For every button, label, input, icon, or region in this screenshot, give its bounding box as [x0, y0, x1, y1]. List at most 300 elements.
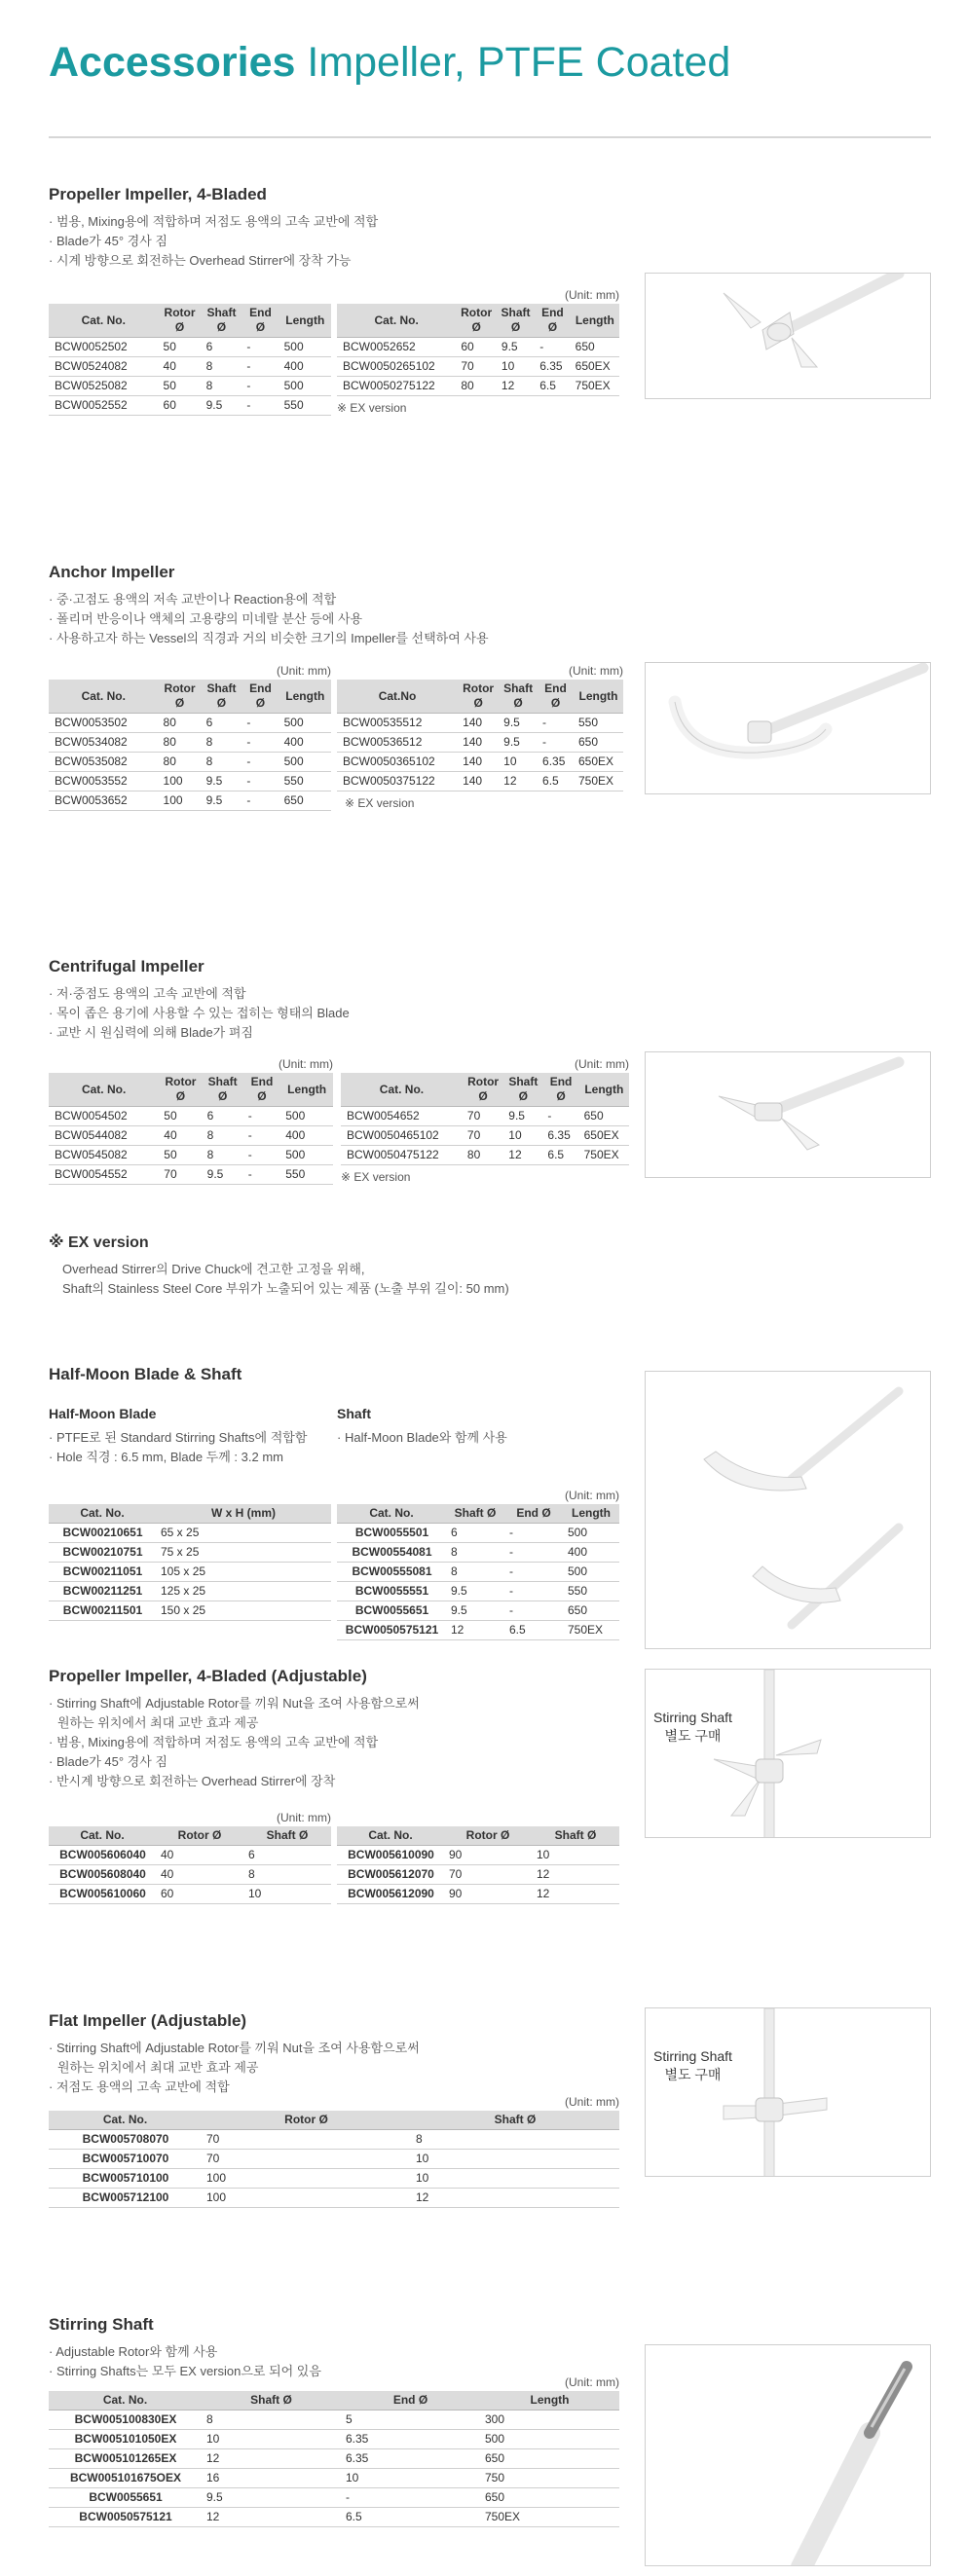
table-cell: 8 [243, 1865, 331, 1885]
bullet-list [49, 212, 931, 271]
table-cell: 12 [202, 2508, 341, 2527]
unit-label: (Unit: mm) [277, 1811, 331, 1824]
table-cell: 500 [563, 1524, 619, 1543]
table-cell: 70 [202, 2130, 411, 2150]
table-cell: 650EX [574, 753, 623, 772]
table-cell: 6.5 [504, 1621, 563, 1640]
table-cell: 140 [458, 753, 499, 772]
column-header: End Ø [341, 2391, 480, 2410]
cat-no-cell: BCW0050465102 [341, 1126, 463, 1146]
column-header: Rotor Ø [444, 1826, 532, 1846]
cat-no-cell: BCW005612090 [337, 1885, 444, 1904]
table-cell: 10 [243, 1885, 331, 1904]
sub-title: Half-Moon Blade [49, 1406, 157, 1421]
table-cell: 60 [159, 396, 202, 416]
cat-no-cell: BCW00535512 [337, 714, 458, 733]
section-anchor [49, 563, 931, 648]
column-header: Shaft Ø [202, 680, 242, 714]
cat-no-cell: BCW0050575121 [49, 2508, 202, 2527]
table-cell: 550 [280, 1165, 333, 1185]
table-cell: 6 [203, 1107, 243, 1126]
column-header: Cat. No. [49, 2391, 202, 2410]
table-cell: 9.5 [202, 772, 242, 791]
table-row [337, 357, 619, 377]
cat-no-cell: BCW0544082 [49, 1126, 159, 1146]
column-header: End Ø [504, 1504, 563, 1524]
cat-no-cell: BCW0050375122 [337, 772, 458, 791]
table-cell: - [242, 338, 279, 357]
table-cell: 10 [411, 2169, 619, 2189]
table-row [49, 1885, 331, 1904]
table-cell: 140 [458, 733, 499, 753]
table-header-row [49, 1073, 333, 1107]
table-cell: - [243, 1146, 281, 1165]
table-cell: 400 [280, 1126, 333, 1146]
halfmoon-shaft-table [337, 1487, 619, 1640]
table-row [337, 733, 623, 753]
column-header: Length [279, 304, 331, 338]
table-row [337, 1563, 619, 1582]
halfmoon-shaft-block [337, 1406, 619, 1448]
column-header: Shaft Ø [203, 1073, 243, 1107]
column-header: Rotor Ø [463, 1073, 503, 1107]
cat-no-cell: BCW0052502 [49, 338, 159, 357]
table-row [49, 714, 331, 733]
table-row [337, 1885, 619, 1904]
cat-no-cell: BCW0525082 [49, 377, 159, 396]
table-cell: 60 [456, 338, 497, 357]
table-cell: 6.5 [535, 377, 570, 396]
column-header: Rotor Ø [159, 304, 202, 338]
cat-no-cell: BCW005710100 [49, 2169, 202, 2189]
table-cell: 500 [563, 1563, 619, 1582]
table-cell: - [242, 753, 279, 772]
column-header: Rotor Ø [156, 1826, 243, 1846]
table-row [49, 2150, 619, 2169]
photo-label-shaft: Stirring Shaft [653, 2048, 732, 2064]
table-cell: 550 [574, 714, 623, 733]
table-cell: 750EX [571, 377, 619, 396]
table-header-row [49, 1826, 331, 1846]
bullet-list [49, 1428, 331, 1467]
table-cell: 40 [156, 1865, 243, 1885]
bullet-item: · 중·고점도 용액의 저속 교반이나 Reaction용에 적합 [49, 590, 931, 609]
table-row [49, 2410, 619, 2430]
table-cell: 50 [159, 338, 202, 357]
centrifugal-table-left [49, 1055, 333, 1185]
table-row [337, 1543, 619, 1563]
table-header-row [49, 2391, 619, 2410]
table-cell: 8 [203, 1146, 243, 1165]
table-row [337, 753, 623, 772]
table-cell: 650EX [579, 1126, 629, 1146]
table-row [49, 1846, 331, 1865]
cat-no-cell: BCW005101050EX [49, 2430, 202, 2449]
table-cell: 12 [411, 2189, 619, 2208]
table-cell: 500 [279, 377, 331, 396]
column-header: W x H (mm) [156, 1504, 331, 1524]
unit-label: (Unit: mm) [277, 664, 331, 678]
table-cell: 60 [156, 1885, 243, 1904]
section-title: Centrifugal Impeller [49, 957, 204, 975]
table-cell: 650 [480, 2488, 619, 2508]
table-row [49, 1126, 333, 1146]
table-row [49, 1601, 331, 1621]
table-row [49, 1107, 333, 1126]
table-cell: 10 [499, 753, 538, 772]
column-header: Shaft Ø [202, 304, 242, 338]
table-row [49, 396, 331, 416]
table-cell: 10 [411, 2150, 619, 2169]
cat-no-cell: BCW0055501 [337, 1524, 446, 1543]
cat-no-cell: BCW0535082 [49, 753, 159, 772]
column-header: Rotor Ø [458, 680, 499, 714]
bullet-item: · Stirring Shafts는 모두 EX version으로 되어 있음 [49, 2362, 931, 2381]
table-cell: - [504, 1543, 563, 1563]
table-cell: - [243, 1126, 281, 1146]
column-header: Cat. No. [49, 1826, 156, 1846]
table-row [49, 753, 331, 772]
table-cell: 550 [279, 772, 331, 791]
table-cell: 6.5 [542, 1146, 578, 1165]
cat-no-cell: BCW0055551 [337, 1582, 446, 1601]
table-row [341, 1146, 629, 1165]
table-cell: 750EX [574, 772, 623, 791]
table-cell: 8 [202, 753, 242, 772]
table-cell: 650 [563, 1601, 619, 1621]
cat-no-cell: BCW0054652 [341, 1107, 463, 1126]
propeller-impeller-photo [645, 273, 931, 399]
table-cell: 6 [202, 338, 242, 357]
bullet-item: · PTFE로 된 Standard Stirring Shafts에 적합함 [49, 1428, 331, 1448]
table-cell: - [535, 338, 570, 357]
cat-no-cell: BCW0052552 [49, 396, 159, 416]
cat-no-cell: BCW0053502 [49, 714, 159, 733]
table-row [337, 1524, 619, 1543]
table-cell: 70 [202, 2150, 411, 2169]
bullet-list [337, 1428, 619, 1448]
column-header: Length [280, 1073, 333, 1107]
table-cell: 500 [280, 1146, 333, 1165]
table-cell: 400 [279, 733, 331, 753]
table-cell: 750EX [480, 2508, 619, 2527]
stirring-shaft-photo [645, 2344, 931, 2566]
column-header: Shaft Ø [532, 1826, 619, 1846]
table-header-row [337, 1826, 619, 1846]
cat-no-cell: BCW005712100 [49, 2189, 202, 2208]
column-header: Rotor Ø [159, 680, 202, 714]
section-title: Flat Impeller (Adjustable) [49, 2011, 247, 2030]
cat-no-cell: BCW00211251 [49, 1582, 156, 1601]
table-row [49, 1146, 333, 1165]
table-cell: 6.5 [538, 772, 574, 791]
page-title-bold: Accessories [49, 39, 296, 86]
table-cell: 750EX [563, 1621, 619, 1640]
unit-label: (Unit: mm) [569, 664, 623, 678]
column-header: Cat.No [337, 680, 458, 714]
table-cell: 12 [497, 377, 535, 396]
unit-label: (Unit: mm) [565, 2375, 619, 2389]
table-row [49, 2130, 619, 2150]
table-row [337, 1846, 619, 1865]
table-cell: 8 [203, 1126, 243, 1146]
column-header: Length [579, 1073, 629, 1107]
column-header: Shaft Ø [499, 680, 538, 714]
table-cell: 80 [463, 1146, 503, 1165]
table-cell: - [542, 1107, 578, 1126]
table-cell: 80 [159, 753, 202, 772]
table-row [49, 1582, 331, 1601]
table-cell: 6.35 [341, 2449, 480, 2469]
halfmoon-blade-block [49, 1406, 331, 1467]
cat-no-cell: BCW0524082 [49, 357, 159, 377]
propeller-adj-table-left [49, 1809, 331, 1904]
table-row [49, 1563, 331, 1582]
column-header: Shaft Ø [243, 1826, 331, 1846]
column-header: Cat. No. [341, 1073, 463, 1107]
table-cell: 550 [563, 1582, 619, 1601]
table-cell: 75 x 25 [156, 1543, 331, 1563]
table-cell: 6 [202, 714, 242, 733]
bullet-item: · Hole 직경 : 6.5 mm, Blade 두께 : 3.2 mm [49, 1448, 331, 1467]
table-header-row [49, 304, 331, 338]
table-cell: 500 [480, 2430, 619, 2449]
table-cell: 8 [202, 2410, 341, 2430]
bullet-item: · Blade가 45° 경사 짐 [49, 1752, 931, 1772]
column-header: Length [574, 680, 623, 714]
column-header: Cat. No. [49, 1073, 159, 1107]
table-cell: 80 [159, 714, 202, 733]
table-cell: 8 [202, 733, 242, 753]
table-cell: 9.5 [446, 1582, 504, 1601]
bullet-item: · Half-Moon Blade와 함께 사용 [337, 1428, 619, 1448]
table-header-row [49, 2111, 619, 2130]
table-row [49, 772, 331, 791]
column-header: End Ø [535, 304, 570, 338]
table-cell: 500 [280, 1107, 333, 1126]
table-cell: 750EX [579, 1146, 629, 1165]
table-cell: - [538, 714, 574, 733]
table-cell: 40 [159, 357, 202, 377]
bullet-item: 원하는 위치에서 최대 교반 효과 제공 [57, 2060, 259, 2075]
table-cell: 650 [571, 338, 619, 357]
photo-label-shaft: Stirring Shaft [653, 1710, 732, 1725]
flat-impeller-photo [645, 2007, 931, 2177]
ex-note: ※ EX version [345, 796, 415, 810]
table-cell: 40 [159, 1126, 202, 1146]
section-title: Propeller Impeller, 4-Bladed [49, 185, 267, 203]
column-header: Length [480, 2391, 619, 2410]
table-cell: 10 [497, 357, 535, 377]
anchor-table-right [337, 662, 623, 810]
table-cell: - [242, 733, 279, 753]
column-header: Cat. No. [49, 1504, 156, 1524]
table-row [337, 1582, 619, 1601]
table-cell: - [504, 1601, 563, 1621]
cat-no-cell: BCW005708070 [49, 2130, 202, 2150]
cat-no-cell: BCW005100830EX [49, 2410, 202, 2430]
table-row [49, 733, 331, 753]
column-header: Cat. No. [337, 1504, 446, 1524]
column-header: End Ø [542, 1073, 578, 1107]
cat-no-cell: BCW00536512 [337, 733, 458, 753]
table-row [337, 1621, 619, 1640]
column-header: End Ø [242, 304, 279, 338]
section-title: Anchor Impeller [49, 563, 175, 581]
table-header-row [337, 1504, 619, 1524]
table-cell: 50 [159, 377, 202, 396]
propeller-adj-table-right [337, 1826, 619, 1904]
bullet-item: · 범용, Mixing용에 적합하며 저점도 용액의 고속 교반에 적합 [49, 1733, 931, 1752]
cat-no-cell: BCW0534082 [49, 733, 159, 753]
cat-no-cell: BCW00554081 [337, 1543, 446, 1563]
table-row [49, 2488, 619, 2508]
bullet-list [49, 590, 931, 648]
cat-no-cell: BCW005606040 [49, 1846, 156, 1865]
table-cell: 40 [156, 1846, 243, 1865]
column-header: Shaft Ø [503, 1073, 542, 1107]
table-cell: 650 [574, 733, 623, 753]
bullet-item: · 반시계 방향으로 회전하는 Overhead Stirrer에 장착 [49, 1772, 931, 1791]
cat-no-cell: BCW005612070 [337, 1865, 444, 1885]
table-cell: 140 [458, 772, 499, 791]
table-row [341, 1107, 629, 1126]
cat-no-cell: BCW0052652 [337, 338, 456, 357]
table-cell: 9.5 [203, 1165, 243, 1185]
table-cell: 750 [480, 2469, 619, 2488]
table-row [49, 357, 331, 377]
title-divider [49, 136, 931, 138]
table-cell: 10 [341, 2469, 480, 2488]
column-header: Shaft Ø [411, 2111, 619, 2130]
table-cell: 6 [446, 1524, 504, 1543]
table-cell: 9.5 [499, 714, 538, 733]
table-cell: - [243, 1165, 281, 1185]
table-cell: 90 [444, 1885, 532, 1904]
table-cell: 90 [444, 1846, 532, 1865]
table-cell: 80 [159, 733, 202, 753]
cat-no-cell: BCW00210651 [49, 1524, 156, 1543]
column-header: Cat. No. [49, 680, 159, 714]
table-row [49, 1524, 331, 1543]
table-cell: 10 [202, 2430, 341, 2449]
page-title [49, 39, 730, 87]
table-row [49, 377, 331, 396]
table-header-row [341, 1073, 629, 1107]
cat-no-cell: BCW0050475122 [341, 1146, 463, 1165]
table-header-row [49, 1504, 331, 1524]
table-row [49, 2169, 619, 2189]
cat-no-cell: BCW0055651 [337, 1601, 446, 1621]
table-cell: - [242, 377, 279, 396]
ex-version-title: ※ EX version [49, 1234, 149, 1251]
column-header: Shaft Ø [202, 2391, 341, 2410]
column-header: Cat. No. [337, 304, 456, 338]
table-row [49, 2430, 619, 2449]
table-cell: 12 [202, 2449, 341, 2469]
cat-no-cell: BCW005610090 [337, 1846, 444, 1865]
section-propeller [49, 185, 931, 271]
table-cell: 6.5 [341, 2508, 480, 2527]
table-cell: 12 [503, 1146, 542, 1165]
table-cell: 16 [202, 2469, 341, 2488]
table-cell: 8 [446, 1563, 504, 1582]
halfmoon-blade-table [49, 1504, 331, 1621]
table-cell: 6.35 [538, 753, 574, 772]
table-cell: 6.35 [341, 2430, 480, 2449]
column-header: End Ø [243, 1073, 281, 1107]
table-cell: 100 [202, 2189, 411, 2208]
table-cell: 9.5 [202, 791, 242, 811]
table-header-row [337, 680, 623, 714]
bullet-item: · 사용하고자 하는 Vessel의 직경과 거의 비슷한 크기의 Impeller를 선택하여 사용 [49, 629, 931, 648]
table-cell: 70 [444, 1865, 532, 1885]
cat-no-cell: BCW005608040 [49, 1865, 156, 1885]
table-row [49, 2189, 619, 2208]
cat-no-cell: BCW0050275122 [337, 377, 456, 396]
table-row [337, 338, 619, 357]
photo-label-purchase: 별도 구매 [664, 1728, 722, 1744]
table-cell: 70 [159, 1165, 202, 1185]
table-cell: 150 x 25 [156, 1601, 331, 1621]
table-cell: 10 [503, 1126, 542, 1146]
column-header: Shaft Ø [446, 1504, 504, 1524]
sub-title: Shaft [337, 1406, 371, 1421]
table-cell: 9.5 [499, 733, 538, 753]
table-row [49, 1543, 331, 1563]
ex-version-line: Shaft의 Stainless Steel Core 부위가 노출되어 있는 제품 (노출 부위 길이: 50 mm) [62, 1281, 509, 1296]
unit-label: (Unit: mm) [565, 1489, 619, 1502]
table-row [49, 791, 331, 811]
table-cell: 400 [279, 357, 331, 377]
page-title-rest: Impeller, PTFE Coated [307, 39, 731, 86]
flat-table [49, 2093, 619, 2208]
table-cell: 500 [279, 338, 331, 357]
photo-label-purchase: 별도 구매 [664, 2067, 722, 2082]
table-cell: - [504, 1563, 563, 1582]
cat-no-cell: BCW0054502 [49, 1107, 159, 1126]
table-cell: - [242, 357, 279, 377]
ex-note: ※ EX version [337, 401, 407, 415]
table-cell: - [242, 714, 279, 733]
section-title: Stirring Shaft [49, 2315, 154, 2334]
column-header: Length [563, 1504, 619, 1524]
bullet-item: · 교반 시 원심력에 의해 Blade가 펴짐 [49, 1023, 931, 1043]
table-cell: 8 [202, 357, 242, 377]
bullet-list [49, 984, 931, 1043]
unit-label: (Unit: mm) [565, 288, 619, 302]
table-row [49, 338, 331, 357]
table-cell: - [504, 1524, 563, 1543]
table-cell: 105 x 25 [156, 1563, 331, 1582]
table-cell: - [242, 396, 279, 416]
table-row [49, 1865, 331, 1885]
bullet-item: · 목이 좁은 용기에 사용할 수 있는 접히는 형태의 Blade [49, 1004, 931, 1023]
unit-label: (Unit: mm) [575, 1057, 629, 1071]
ex-note: ※ EX version [341, 1170, 411, 1184]
cat-no-cell: BCW0050365102 [337, 753, 458, 772]
section-title: Half-Moon Blade & Shaft [49, 1365, 242, 1383]
column-header: Cat. No. [49, 304, 159, 338]
table-cell: 9.5 [446, 1601, 504, 1621]
table-cell: 8 [202, 377, 242, 396]
table-cell: 50 [159, 1146, 202, 1165]
column-header: Shaft Ø [497, 304, 535, 338]
table-cell: 500 [279, 753, 331, 772]
section-centrifugal [49, 957, 931, 1043]
table-row [337, 714, 623, 733]
table-cell: 80 [456, 377, 497, 396]
